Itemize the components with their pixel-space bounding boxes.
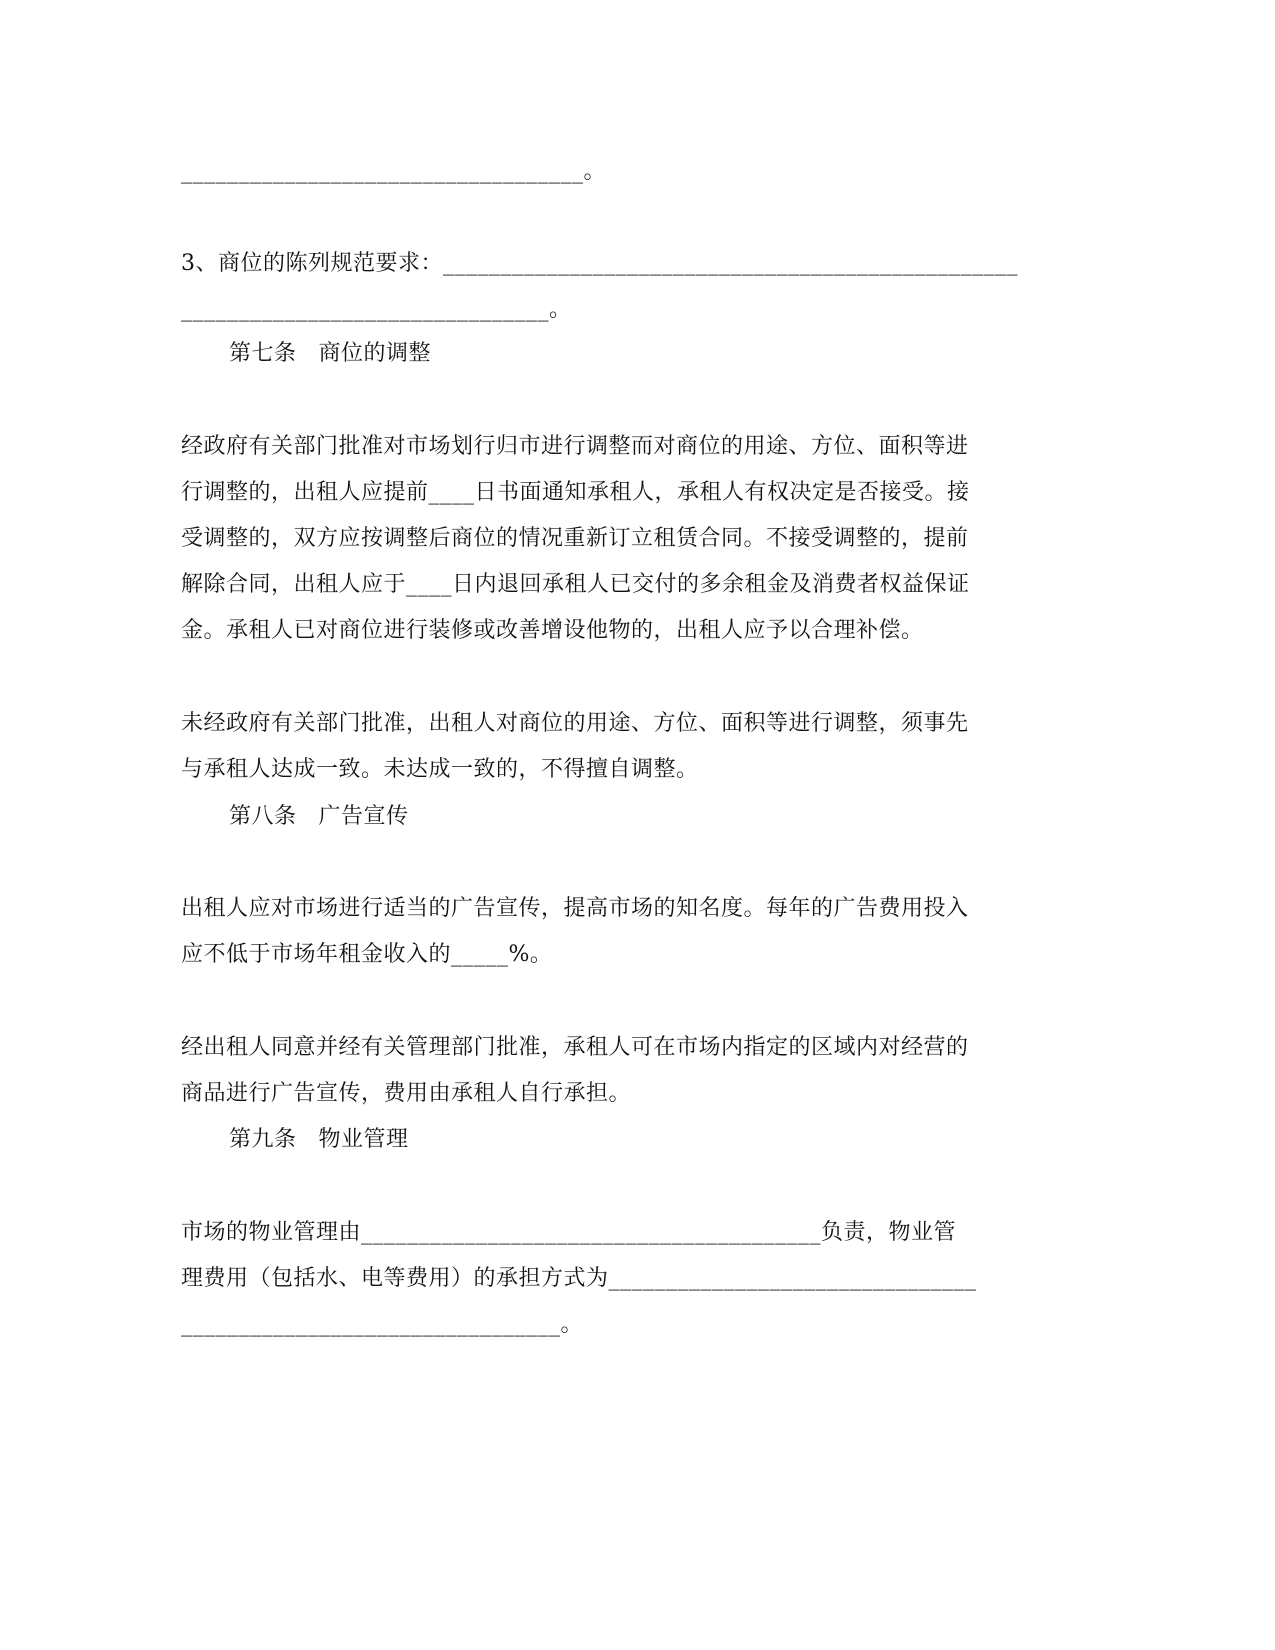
paragraph-line: 经政府有关部门批准对市场划行归市进行调整而对商位的用途、方位、面积等进 xyxy=(181,434,969,459)
article-title: 物业管理 xyxy=(318,1127,409,1152)
article-number: 第八条 xyxy=(229,804,297,829)
article-8-heading xyxy=(229,803,1089,831)
paragraph-line: 市场的物业管理由________________________________________负责，物业管 xyxy=(181,1220,957,1245)
paragraph-line: 金。承租人已对商位进行装修或改善增设他物的，出租人应予以合理补偿。 xyxy=(181,618,924,643)
article-number: 第七条 xyxy=(229,341,297,366)
paragraph-line: 与承租人达成一致。未达成一致的，不得擅自调整。 xyxy=(181,757,699,782)
paragraph-line: 应不低于市场年租金收入的_____%。 xyxy=(181,942,553,967)
paragraph-line: 行调整的，出租人应提前____日书面通知承租人，承租人有权决定是否接受。接 xyxy=(181,480,970,505)
paragraph-line: _________________________________。 xyxy=(181,1312,584,1337)
paragraph-line: 商品进行广告宣传，费用由承租人自行承担。 xyxy=(181,1081,632,1106)
article-9-heading xyxy=(229,1126,1089,1154)
paragraph-line: 经出租人同意并经有关管理部门批准，承租人可在市场内指定的区域内对经营的 xyxy=(181,1035,969,1060)
paragraph-line: 解除合同，出租人应于____日内退回承租人已交付的多余租金及消费者权益保证 xyxy=(181,572,970,597)
text-line: ________________________________。 xyxy=(181,297,572,322)
article-title: 商位的调整 xyxy=(318,341,432,366)
text-line: ___________________________________。 xyxy=(181,159,607,184)
article-number: 第九条 xyxy=(229,1127,297,1152)
paragraph-line: 受调整的，双方应按调整后商位的情况重新订立租赁合同。不接受调整的，提前 xyxy=(181,526,969,551)
article-7-heading xyxy=(229,340,1089,368)
paragraph-line: 出租人应对市场进行适当的广告宣传，提高市场的知名度。每年的广告费用投入 xyxy=(181,896,969,921)
display-requirements-line: 3、商位的陈列规范要求：__________________________________________________ xyxy=(181,251,1018,276)
article-title: 广告宣传 xyxy=(318,804,409,829)
paragraph-line: 未经政府有关部门批准，出租人对商位的用途、方位、面积等进行调整，须事先 xyxy=(181,711,969,736)
paragraph-line: 理费用（包括水、电等费用）的承担方式为________________________________ xyxy=(181,1266,977,1291)
